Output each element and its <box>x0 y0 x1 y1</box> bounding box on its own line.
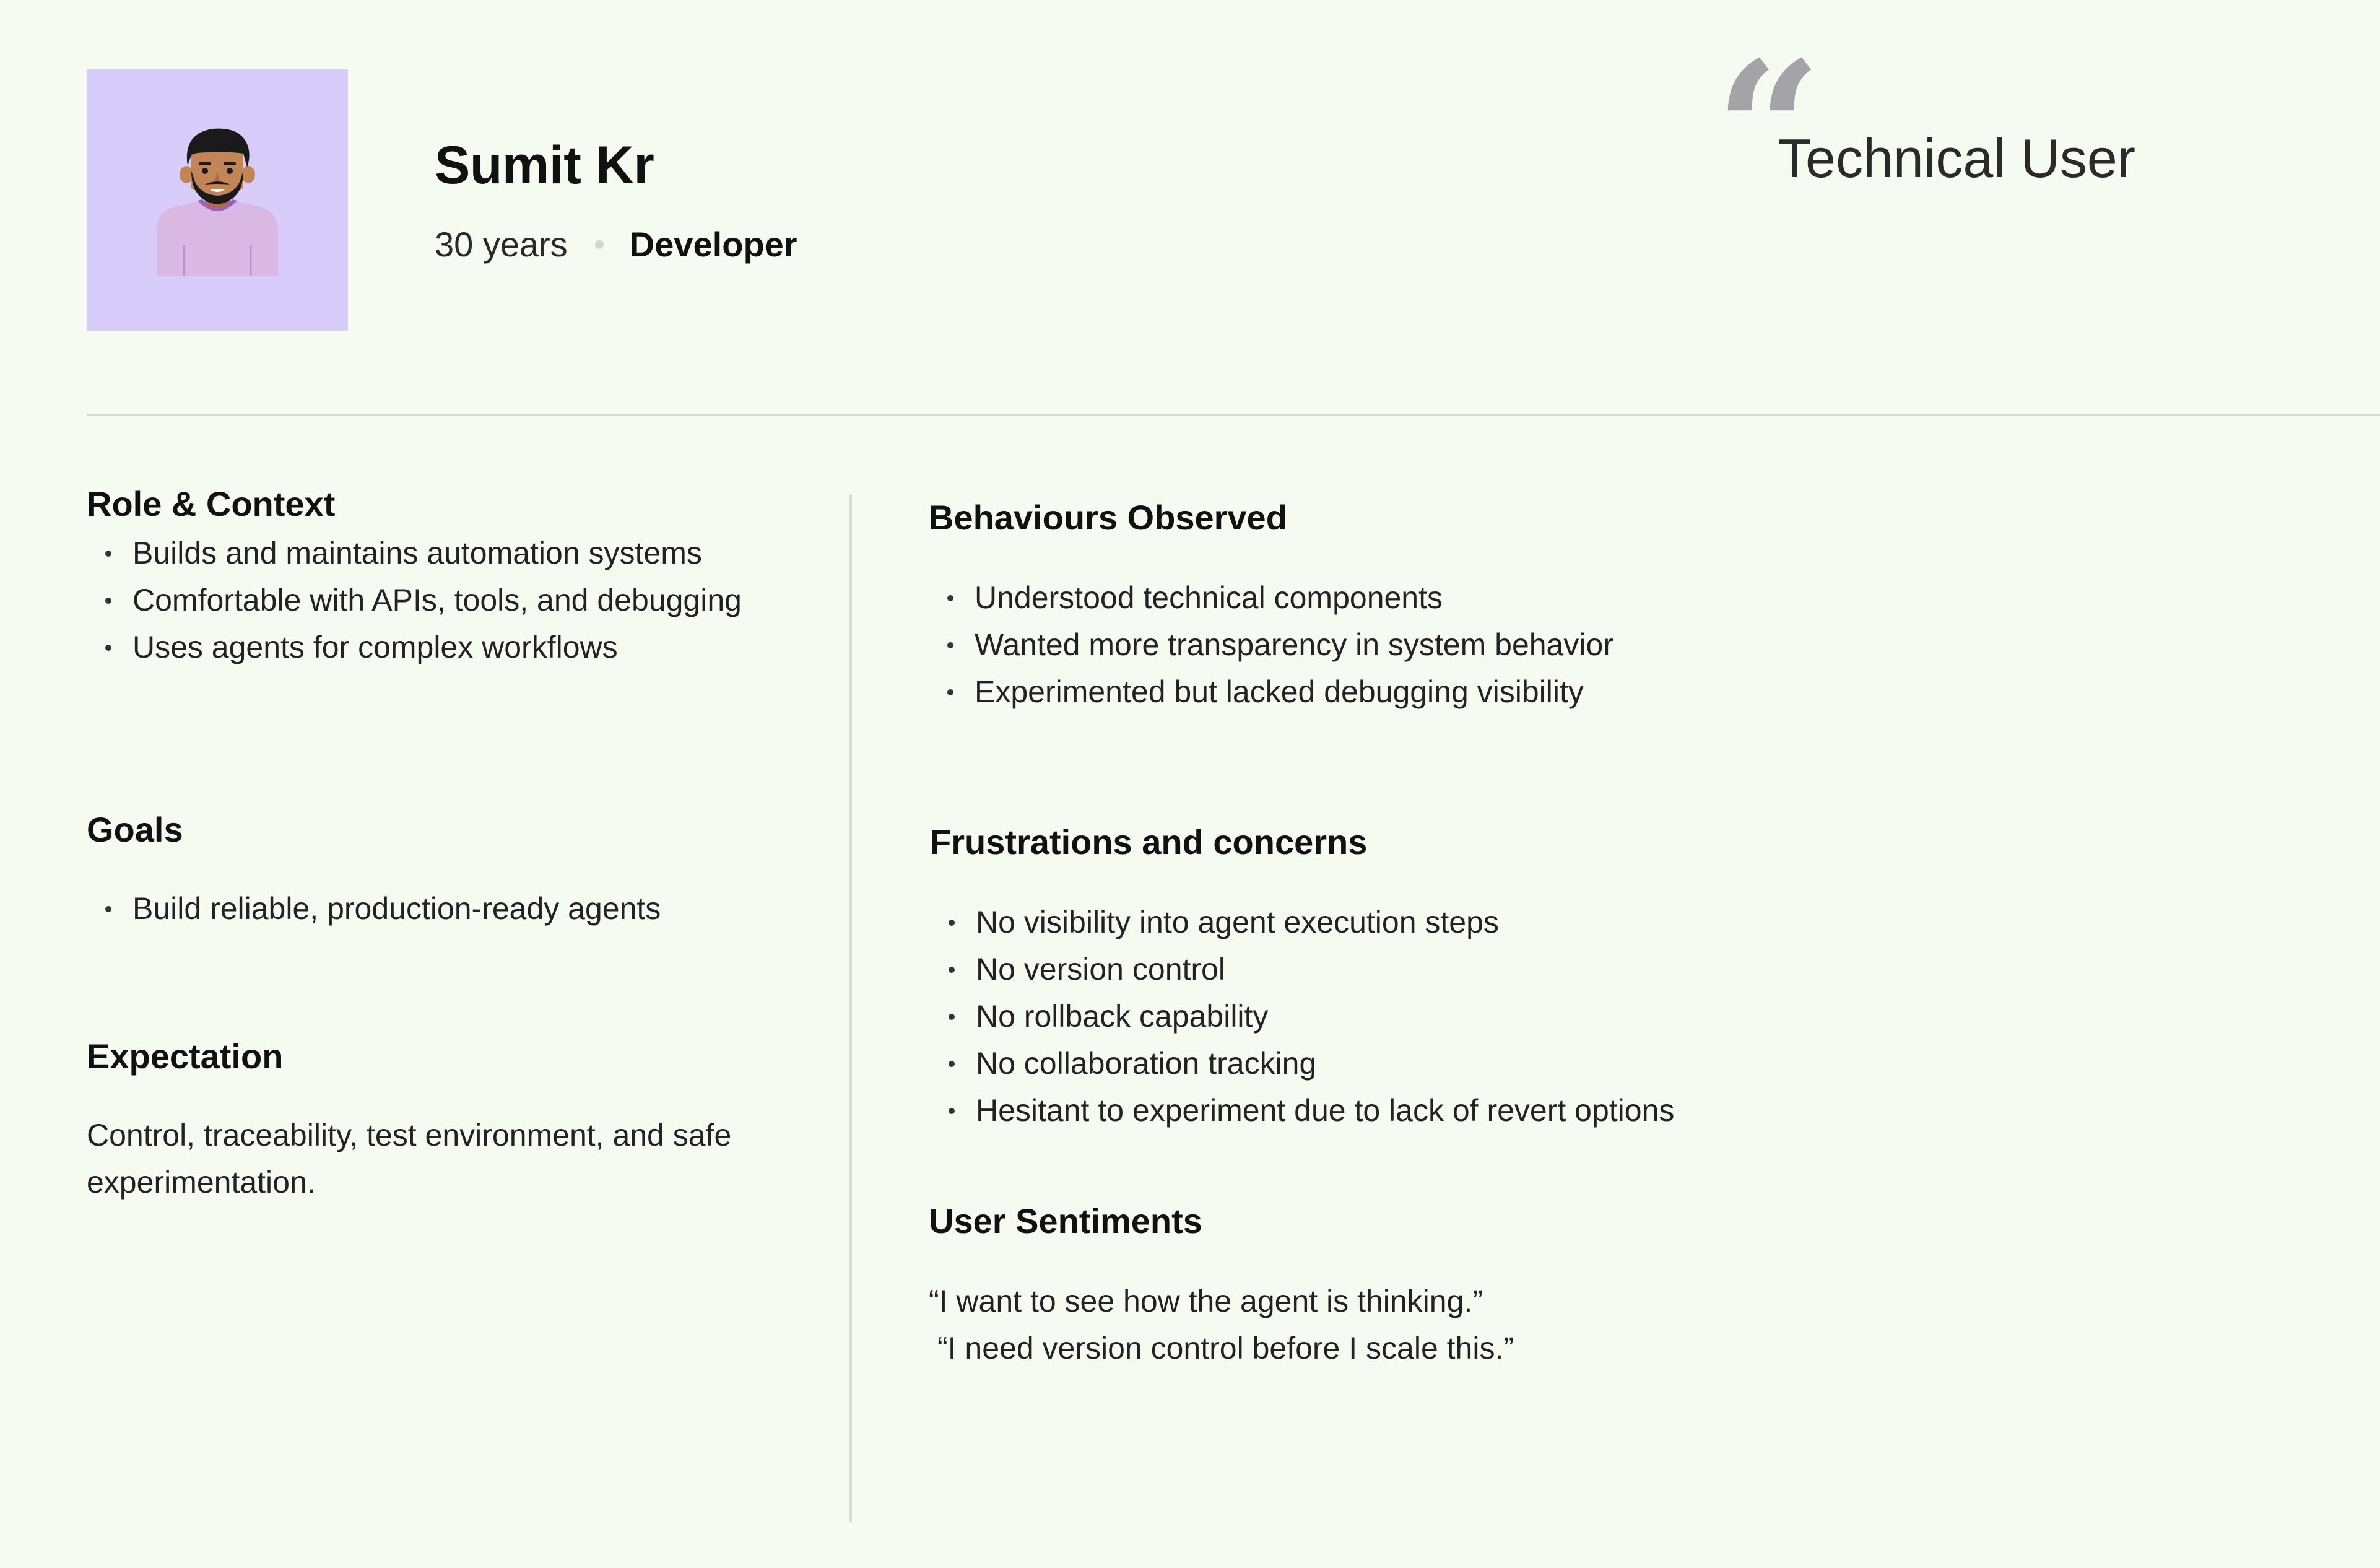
bullet-icon <box>949 1061 955 1067</box>
bullet-list <box>930 899 2292 1134</box>
list-item: Understood technical components <box>929 574 2291 621</box>
section-title: Behaviours Observed <box>929 498 1287 537</box>
bullet-icon <box>947 689 953 695</box>
avatar <box>87 69 348 331</box>
bullet-icon <box>947 595 953 601</box>
persona-age: 30 years <box>435 225 568 264</box>
bullet-icon <box>105 551 111 557</box>
section-title: Role & Context <box>87 484 336 523</box>
sentiment-quote: “I need version control before I scale this.” <box>937 1331 1514 1366</box>
list-item: Uses agents for complex workflows <box>87 624 805 671</box>
expectation-section <box>87 1035 805 1206</box>
list-item: Experimented but lacked debugging visibility <box>929 668 2291 715</box>
role-context-section <box>87 483 805 671</box>
list-item: No collaboration tracking <box>930 1040 2292 1087</box>
bullet-icon <box>949 967 955 973</box>
persona-type: Technical User <box>1778 128 2136 189</box>
list-item: No version control <box>930 946 2292 993</box>
separator-dot <box>595 240 604 249</box>
persona-role: Developer <box>629 225 797 264</box>
bullet-icon <box>105 645 111 651</box>
bullet-icon <box>949 1014 955 1020</box>
bullet-icon <box>949 1108 955 1114</box>
sentiments-quotes <box>929 1278 2291 1372</box>
quote-icon: “ <box>1715 20 1822 239</box>
bullet-list <box>929 574 2291 715</box>
bullet-list <box>87 885 805 932</box>
bullet-icon <box>105 906 111 912</box>
section-title: Expectation <box>87 1037 284 1076</box>
bullet-icon <box>105 598 111 604</box>
sentiments-section <box>929 1200 2291 1372</box>
list-item: Wanted more transparency in system behavior <box>929 621 2291 668</box>
section-title: User Sentiments <box>929 1201 1202 1240</box>
section-title: Goals <box>87 810 183 849</box>
behaviours-section <box>929 497 2291 715</box>
section-title: Frustrations and concerns <box>930 822 1368 861</box>
goals-section <box>87 809 805 932</box>
person-avatar-icon <box>155 124 279 276</box>
header-divider <box>87 414 2380 416</box>
sentiment-quote: “I want to see how the agent is thinking.” <box>929 1284 1483 1319</box>
persona-name: Sumit Kr <box>435 136 654 195</box>
column-divider <box>849 494 852 1522</box>
bullet-list <box>87 529 805 671</box>
list-item: Build reliable, production-ready agents <box>87 885 805 932</box>
bullet-icon <box>947 642 953 648</box>
bullet-icon <box>949 920 955 926</box>
list-item: No visibility into agent execution steps <box>930 899 2292 946</box>
list-item: Comfortable with APIs, tools, and debugging <box>87 577 805 624</box>
expectation-text: Control, traceability, test environment, and safe experimentation. <box>87 1118 732 1200</box>
list-item: No rollback capability <box>930 993 2292 1040</box>
persona-meta <box>435 224 797 264</box>
frustrations-section <box>930 821 2292 1134</box>
list-item: Builds and maintains automation systems <box>87 529 805 577</box>
list-item: Hesitant to experiment due to lack of revert options <box>930 1087 2292 1134</box>
